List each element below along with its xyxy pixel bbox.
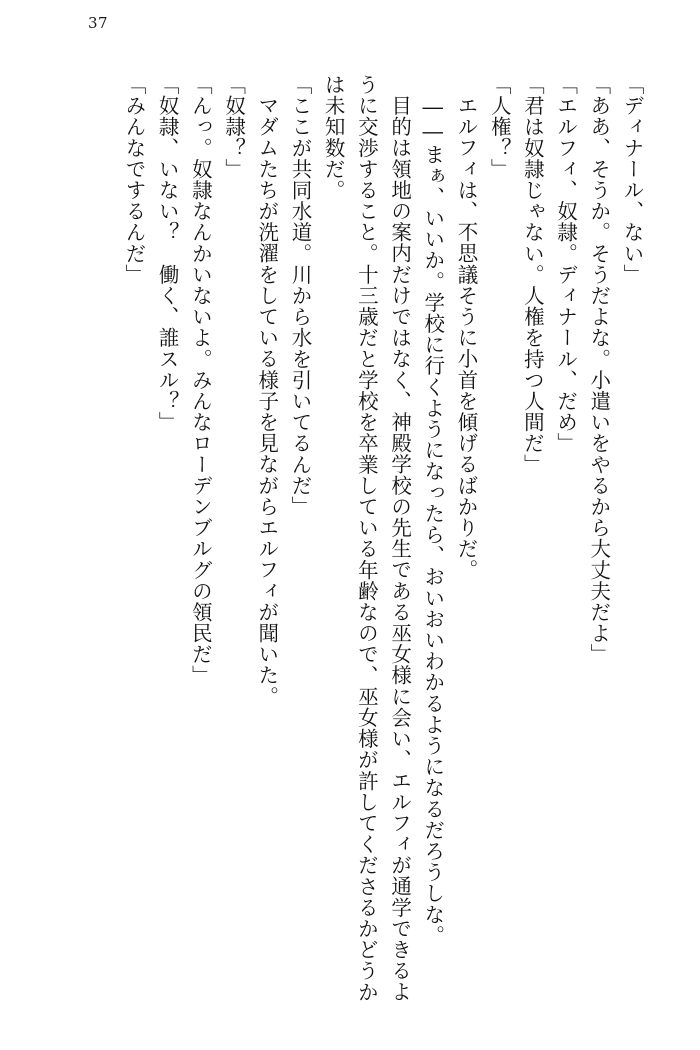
paragraph-line: 「奴隷、いない？ 働く、誰スル？」 (155, 74, 180, 433)
paragraph-line: 「人権？」 (487, 74, 512, 180)
paragraph-line: 目的は領地の案内だけではなく、神殿学校の先生である巫女様に会い、エルフィが通学できるように交渉すること。十三歳だと学校を卒業している年齢なので、巫女様が許してくださるかどうかは未知数だ。 (321, 74, 412, 1003)
paragraph-line: 「んっ。奴隷なんかいないよ。みんなローデンブルグの領民だ」 (188, 74, 213, 686)
paragraph-line: 「ここが共同水道。川から水を引いてるんだ」 (287, 74, 312, 518)
paragraph-line: ――まぁ、いいか。学校に行くようになったら、おいおいわかるようになるだろうしな。 (420, 94, 445, 946)
paragraph-line: 「みんなでするんだ」 (121, 74, 146, 285)
paragraph-line: 「奴隷？」 (221, 74, 246, 180)
page-number: 37 (88, 14, 109, 32)
paragraph-line: エルフィは、不思議そうに小首を傾げるばかりだ。 (453, 94, 478, 580)
paragraph-line: マダムたちが洗濯をしている様子を見ながらエルフィが聞いた。 (254, 94, 279, 707)
paragraph-line: 「エルフィ、奴隷。ディナール、だめ」 (553, 74, 578, 454)
paragraph-line: 「ディナール、ない」 (620, 74, 644, 285)
vertical-text-body (56, 74, 648, 1004)
paragraph-line: 「君は奴隷じゃない。人権を持つ人間だ」 (520, 74, 545, 475)
paragraph-line: 「ああ、そうか。そうだよな。小遣いをやるから大丈夫だよ」 (586, 74, 611, 665)
